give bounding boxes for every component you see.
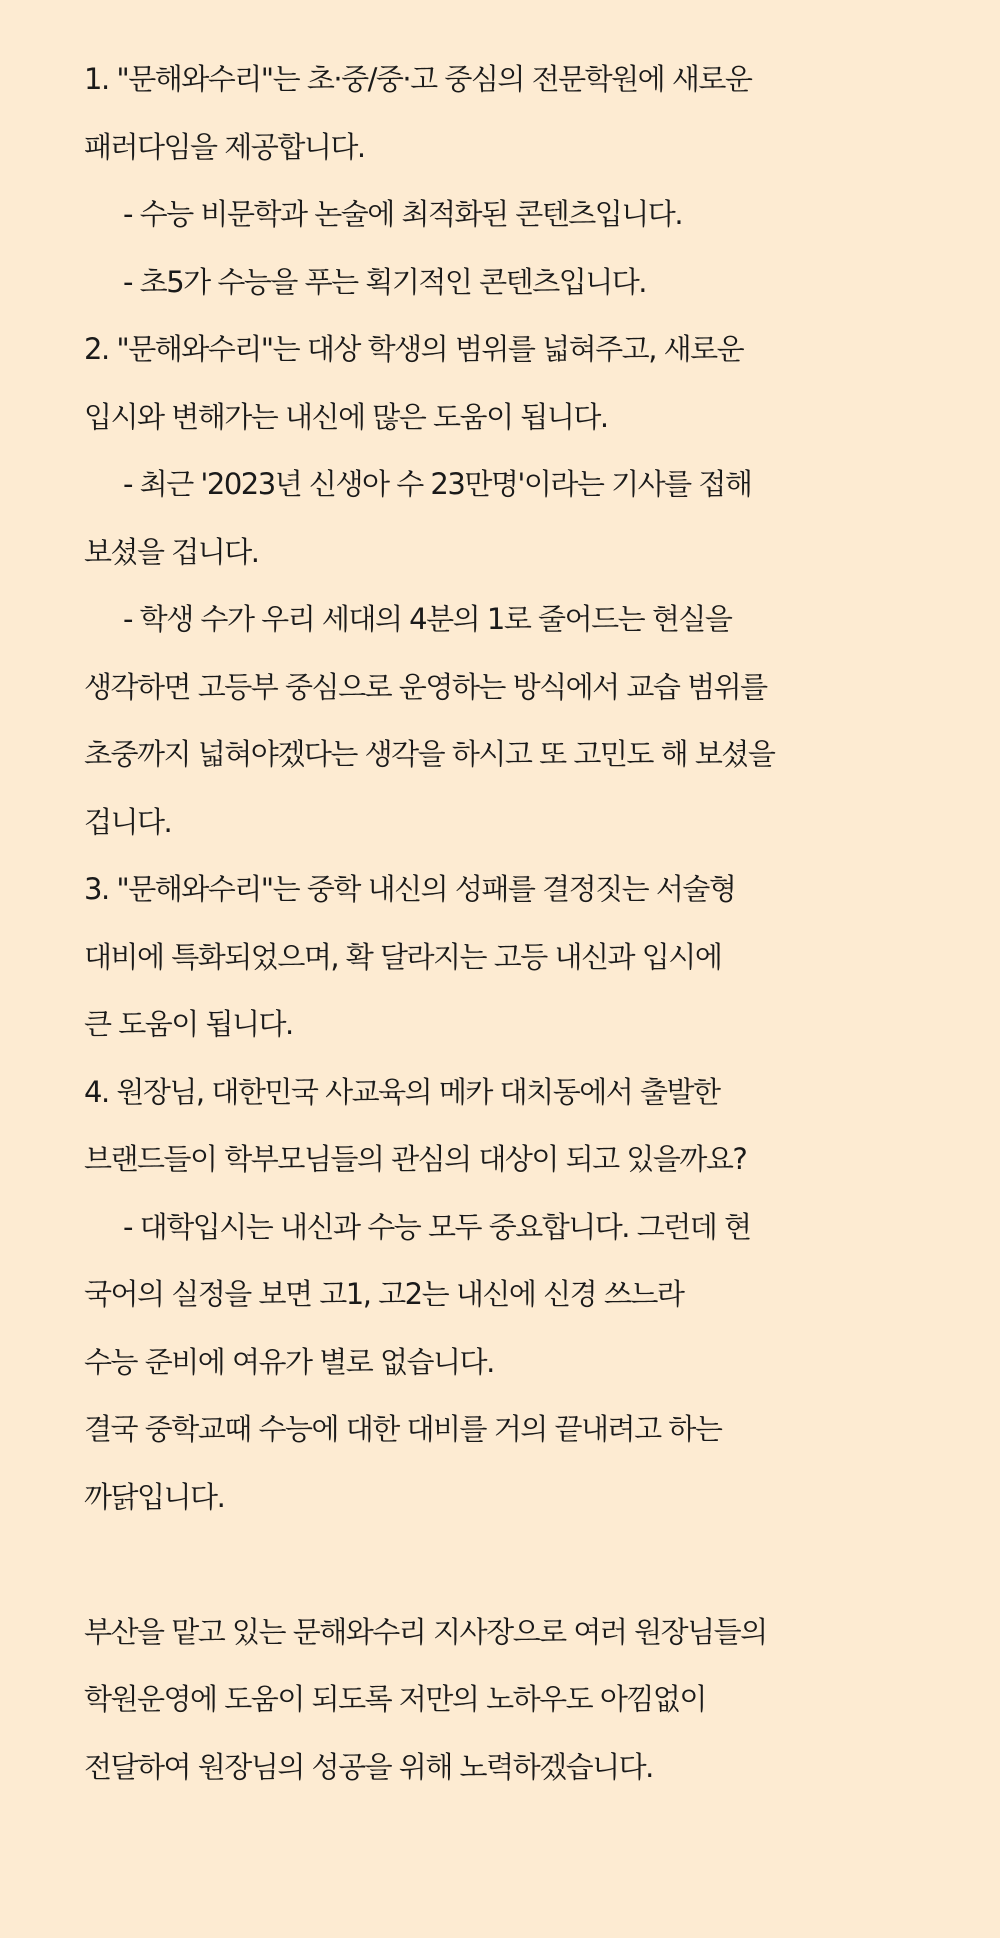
text-line: 4. 원장님, 대한민국 사교육의 메카 대치동에서 출발한 bbox=[84, 1074, 720, 1109]
bullet-line: - 최근 '2023년 신생아 수 23만명'이라는 기사를 접해 bbox=[123, 467, 752, 501]
text-line: 까닭입니다. bbox=[84, 1479, 225, 1514]
text-line: 큰 도움이 됩니다. bbox=[84, 1007, 293, 1041]
text-line: 결국 중학교때 수능에 대한 대비를 거의 끝내려고 하는 bbox=[84, 1412, 722, 1446]
bullet-line: - 수능 비문학과 논술에 최적화된 콘텐츠입니다. bbox=[123, 197, 683, 231]
closing-line: 부산을 맡고 있는 문해와수리 지사장으로 여러 원장님들의 bbox=[84, 1614, 767, 1649]
text-line: 대비에 특화되었으며, 확 달라지는 고등 내신과 입시에 bbox=[84, 939, 722, 974]
text-line: 보셨을 겁니다. bbox=[84, 534, 259, 569]
text-line: 3. "문해와수리"는 중학 내신의 성패를 결정짓는 서술형 bbox=[84, 872, 736, 906]
text-line: 브랜드들이 학부모님들의 관심의 대상이 되고 있을까요? bbox=[84, 1142, 747, 1176]
text-line: 2. "문해와수리"는 대상 학생의 범위를 넓혀주고, 새로운 bbox=[84, 332, 744, 366]
text-line: 초중까지 넓혀야겠다는 생각을 하시고 또 고민도 해 보셨을 bbox=[84, 737, 775, 771]
closing-line: 전달하여 원장님의 성공을 위해 노력하겠습니다. bbox=[84, 1749, 653, 1784]
closing-line: 학원운영에 도움이 되도록 저만의 노하우도 아낌없이 bbox=[84, 1682, 706, 1716]
bullet-line: - 대학입시는 내신과 수능 모두 중요합니다. 그런데 현 bbox=[123, 1209, 751, 1244]
paragraph-spacer bbox=[84, 1531, 960, 1599]
bullet-line: - 초5가 수능을 푸는 획기적인 콘텐츠입니다. bbox=[123, 264, 646, 299]
bullet-line: - 학생 수가 우리 세대의 4분의 1로 줄어드는 현실을 bbox=[123, 602, 732, 636]
text-line: 입시와 변해가는 내신에 많은 도움이 됩니다. bbox=[84, 399, 608, 434]
text-line: 1. "문해와수리"는 초·중/중·고 중심의 전문학원에 새로운 bbox=[84, 62, 752, 96]
text-line: 패러다임을 제공합니다. bbox=[84, 129, 365, 164]
text-line: 생각하면 고등부 중심으로 운영하는 방식에서 교습 범위를 bbox=[84, 669, 767, 704]
text-line: 국어의 실정을 보면 고1, 고2는 내신에 신경 쓰느라 bbox=[84, 1277, 684, 1311]
text-line: 수능 준비에 여유가 별로 없습니다. bbox=[84, 1344, 494, 1379]
text-line: 겁니다. bbox=[84, 804, 172, 839]
